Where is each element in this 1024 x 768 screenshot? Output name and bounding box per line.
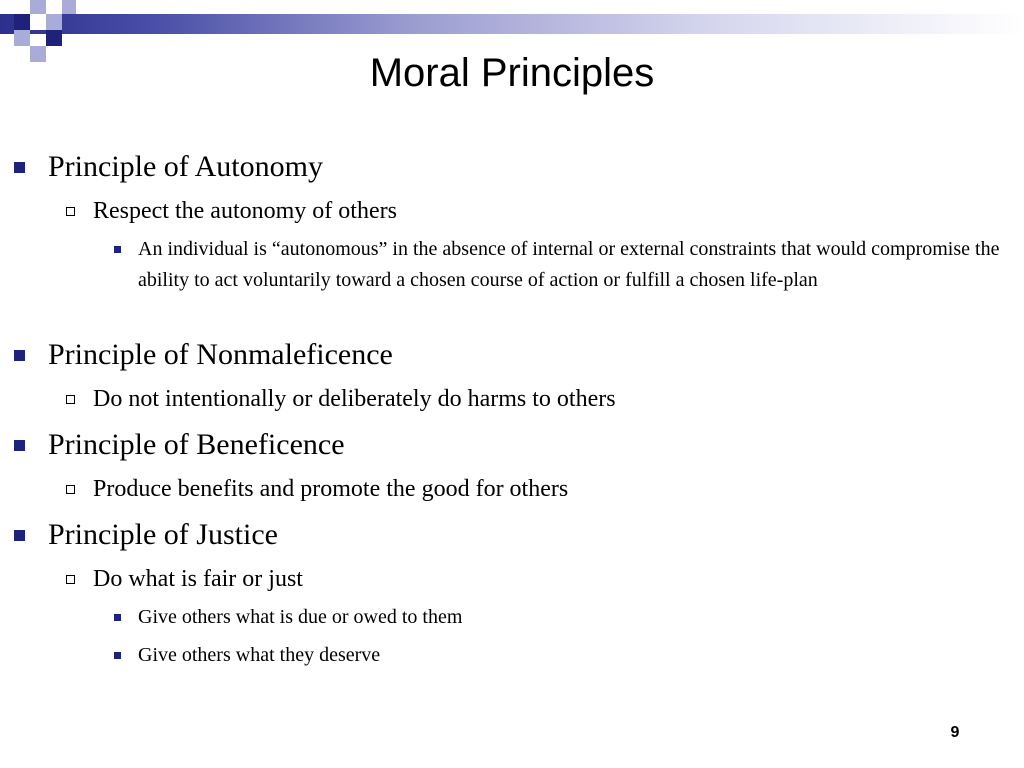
deco-square bbox=[62, 0, 76, 14]
section-detail: Give others what is due or owed to them bbox=[138, 606, 463, 628]
deco-square bbox=[14, 14, 30, 30]
level2-bullet bbox=[66, 485, 75, 494]
level2-bullet bbox=[66, 395, 75, 404]
deco-square bbox=[30, 14, 46, 30]
deco-square bbox=[14, 30, 30, 46]
section-heading: Principle of Nonmaleficence bbox=[48, 338, 393, 371]
section-subpoint: Do what is fair or just bbox=[93, 566, 303, 592]
slide-title: Moral Principles bbox=[369, 51, 655, 95]
level2-bullet bbox=[66, 575, 75, 584]
level3-bullet bbox=[114, 246, 121, 253]
level1-bullet bbox=[14, 162, 25, 173]
section-heading: Principle of Autonomy bbox=[48, 150, 323, 183]
level3-bullet bbox=[114, 652, 121, 659]
level2-bullet bbox=[66, 207, 75, 216]
level3-bullet bbox=[114, 614, 121, 621]
deco-square bbox=[46, 14, 62, 30]
section-heading: Principle of Beneficence bbox=[48, 428, 345, 461]
section-subpoint: Respect the autonomy of others bbox=[93, 198, 397, 224]
deco-square bbox=[46, 30, 62, 46]
section-detail: Give others what they deserve bbox=[138, 644, 381, 666]
deco-square bbox=[30, 0, 46, 14]
section-detail: An individual is “autonomous” in the absence of internal or external constraints that would compromise the ability to act voluntarily toward a chosen course of action or fulfill a chosen life-plan bbox=[138, 238, 1000, 291]
header-gradient-band bbox=[0, 14, 1024, 34]
section-subpoint: Produce benefits and promote the good for others bbox=[93, 476, 569, 502]
page-number: 9 bbox=[950, 724, 960, 741]
level1-bullet bbox=[14, 440, 25, 451]
level1-bullet bbox=[14, 350, 25, 361]
level1-bullet bbox=[14, 530, 25, 541]
section-heading: Principle of Justice bbox=[48, 518, 278, 551]
section-subpoint: Do not intentionally or deliberately do harms to others bbox=[93, 386, 616, 412]
